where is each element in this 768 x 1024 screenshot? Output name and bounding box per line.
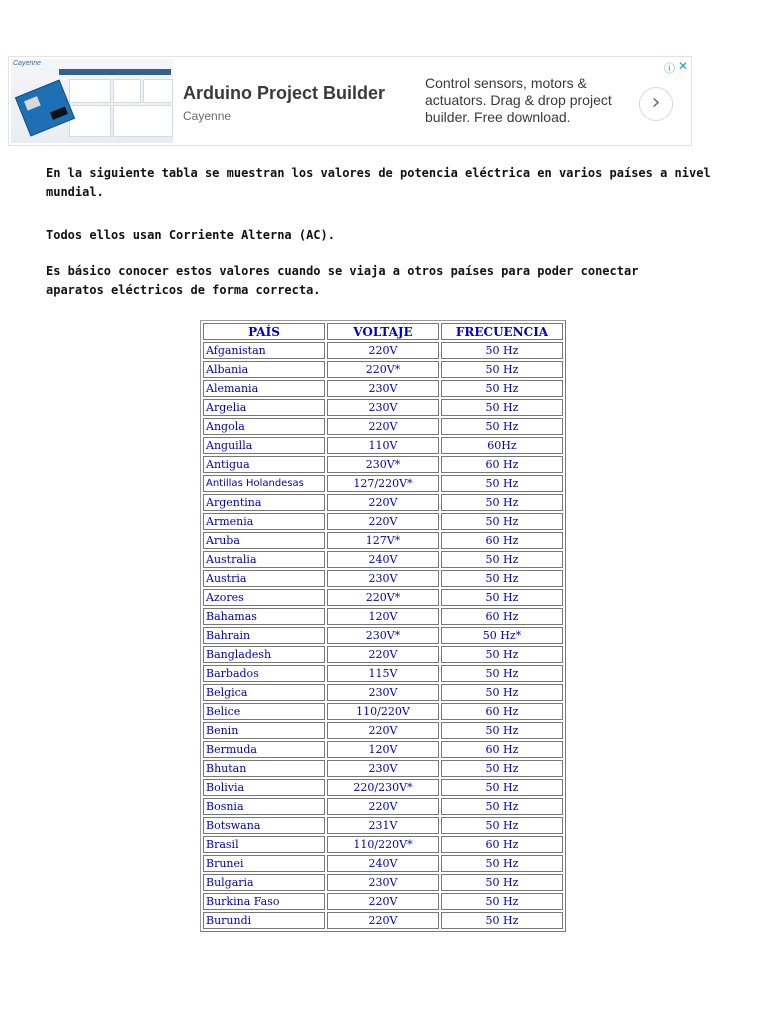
table-row xyxy=(203,494,563,511)
thumbnail-panel xyxy=(113,79,141,103)
voltage-cell: 115V xyxy=(327,665,439,682)
country-cell: Botswana xyxy=(203,817,325,834)
frequency-cell: 50 Hz xyxy=(441,646,563,663)
header-voltage: VOLTAJE xyxy=(327,323,439,340)
voltage-cell: 230V xyxy=(327,399,439,416)
frequency-cell: 50 Hz xyxy=(441,513,563,530)
voltage-cell: 220V xyxy=(327,893,439,910)
voltage-cell: 110/220V* xyxy=(327,836,439,853)
country-cell: Belice xyxy=(203,703,325,720)
frequency-cell: 50 Hz xyxy=(441,380,563,397)
country-cell: Burundi xyxy=(203,912,325,929)
country-cell: Angola xyxy=(203,418,325,435)
table-row xyxy=(203,874,563,891)
country-cell: Argentina xyxy=(203,494,325,511)
frequency-cell: 50 Hz xyxy=(441,494,563,511)
table-row xyxy=(203,361,563,378)
travel-paragraph: Es básico conocer estos valores cuando se viaja a otros países para poder conectar aparatos eléctricos de forma correcta. xyxy=(46,264,639,297)
voltage-cell: 220V* xyxy=(327,589,439,606)
frequency-cell: 60 Hz xyxy=(441,703,563,720)
header-country: PAÍS xyxy=(203,323,325,340)
voltage-cell: 120V xyxy=(327,741,439,758)
frequency-cell: 50 Hz xyxy=(441,399,563,416)
table-row xyxy=(203,703,563,720)
frequency-cell: 50 Hz xyxy=(441,722,563,739)
ad-chevron-right-icon[interactable]: › xyxy=(639,87,673,121)
table-body xyxy=(203,342,563,929)
ad-thumbnail-brand: Cayenne xyxy=(13,60,42,67)
frequency-cell: 50 Hz xyxy=(441,874,563,891)
table-row xyxy=(203,722,563,739)
table-row xyxy=(203,513,563,530)
country-cell: Bosnia xyxy=(203,798,325,815)
table-row xyxy=(203,380,563,397)
voltage-cell: 240V xyxy=(327,855,439,872)
table-row xyxy=(203,418,563,435)
header-frequency: FRECUENCIA xyxy=(441,323,563,340)
table-row xyxy=(203,760,563,777)
thumbnail-dashboard-bar xyxy=(59,69,171,75)
voltage-cell: 220V xyxy=(327,798,439,815)
voltage-cell: 220V xyxy=(327,513,439,530)
frequency-cell: 50 Hz xyxy=(441,551,563,568)
table-row xyxy=(203,342,563,359)
voltage-cell: 220V xyxy=(327,342,439,359)
voltage-cell: 220V xyxy=(327,494,439,511)
ad-thumbnail-image[interactable] xyxy=(11,59,173,143)
voltage-cell: 220V xyxy=(327,646,439,663)
frequency-cell: 50 Hz xyxy=(441,665,563,682)
voltage-cell: 220V xyxy=(327,912,439,929)
voltage-cell: 120V xyxy=(327,608,439,625)
thumbnail-panel xyxy=(143,79,173,103)
frequency-cell: 50 Hz xyxy=(441,798,563,815)
voltage-cell: 230V xyxy=(327,760,439,777)
frequency-cell: 60 Hz xyxy=(441,456,563,473)
voltage-cell: 230V xyxy=(327,684,439,701)
table-row xyxy=(203,456,563,473)
country-cell: Barbados xyxy=(203,665,325,682)
country-cell: Australia xyxy=(203,551,325,568)
voltage-cell: 110/220V xyxy=(327,703,439,720)
table-row xyxy=(203,532,563,549)
table-row xyxy=(203,912,563,929)
country-cell: Bhutan xyxy=(203,760,325,777)
table-row xyxy=(203,437,563,454)
voltage-cell: 220V xyxy=(327,722,439,739)
country-cell: Belgica xyxy=(203,684,325,701)
voltage-cell: 230V xyxy=(327,874,439,891)
frequency-cell: 50 Hz xyxy=(441,760,563,777)
country-cell: Alemania xyxy=(203,380,325,397)
country-cell: Albania xyxy=(203,361,325,378)
table-row xyxy=(203,399,563,416)
country-cell: Brasil xyxy=(203,836,325,853)
country-cell: Bermuda xyxy=(203,741,325,758)
table-row xyxy=(203,684,563,701)
frequency-cell: 50 Hz xyxy=(441,855,563,872)
table-row xyxy=(203,646,563,663)
thumbnail-panel xyxy=(113,105,173,137)
table-row xyxy=(203,475,563,492)
voltage-cell: 230V* xyxy=(327,627,439,644)
country-cell: Benin xyxy=(203,722,325,739)
country-cell: Aruba xyxy=(203,532,325,549)
country-cell: Bangladesh xyxy=(203,646,325,663)
frequency-cell: 60 Hz xyxy=(441,532,563,549)
country-cell: Azores xyxy=(203,589,325,606)
frequency-cell: 50 Hz xyxy=(441,418,563,435)
voltage-cell: 230V xyxy=(327,570,439,587)
frequency-cell: 50 Hz xyxy=(441,684,563,701)
table-row xyxy=(203,836,563,853)
frequency-cell: 50 Hz* xyxy=(441,627,563,644)
table-row xyxy=(203,855,563,872)
country-cell: Burkina Faso xyxy=(203,893,325,910)
frequency-cell: 50 Hz xyxy=(441,893,563,910)
frequency-cell: 60 Hz xyxy=(441,836,563,853)
country-cell: Argelia xyxy=(203,399,325,416)
frequency-cell: 50 Hz xyxy=(441,589,563,606)
country-cell: Bolivia xyxy=(203,779,325,796)
country-cell: Bahrain xyxy=(203,627,325,644)
voltage-cell: 220/230V* xyxy=(327,779,439,796)
country-cell: Bulgaria xyxy=(203,874,325,891)
table-row xyxy=(203,798,563,815)
country-cell: Afganistan xyxy=(203,342,325,359)
voltage-cell: 231V xyxy=(327,817,439,834)
table-row xyxy=(203,627,563,644)
country-cell: Antigua xyxy=(203,456,325,473)
frequency-cell: 50 Hz xyxy=(441,475,563,492)
country-cell: Austria xyxy=(203,570,325,587)
ad-banner[interactable] xyxy=(8,56,692,146)
voltage-cell: 220V* xyxy=(327,361,439,378)
table-row xyxy=(203,665,563,682)
voltage-cell: 230V xyxy=(327,380,439,397)
voltage-cell: 240V xyxy=(327,551,439,568)
voltage-cell: 127V* xyxy=(327,532,439,549)
ac-paragraph: Todos ellos usan Corriente Alterna (AC). xyxy=(46,228,335,242)
table-row xyxy=(203,589,563,606)
table-header-row xyxy=(203,323,563,340)
voltage-cell: 127/220V* xyxy=(327,475,439,492)
table-row xyxy=(203,779,563,796)
frequency-cell: 50 Hz xyxy=(441,570,563,587)
table-row xyxy=(203,551,563,568)
country-cell: Armenia xyxy=(203,513,325,530)
country-cell: Bahamas xyxy=(203,608,325,625)
thumbnail-panel xyxy=(69,79,111,103)
frequency-cell: 50 Hz xyxy=(441,817,563,834)
ad-description[interactable]: Control sensors, motors & actuators. Drag & drop project builder. Free download. xyxy=(425,75,612,125)
table-row xyxy=(203,893,563,910)
frequency-cell: 50 Hz xyxy=(441,912,563,929)
arduino-board-icon xyxy=(15,80,75,137)
frequency-cell: 50 Hz xyxy=(441,361,563,378)
frequency-cell: 60 Hz xyxy=(441,741,563,758)
voltage-cell: 220V xyxy=(327,418,439,435)
voltage-cell: 230V* xyxy=(327,456,439,473)
ad-brand[interactable]: Cayenne xyxy=(183,109,232,123)
voltage-cell: 110V xyxy=(327,437,439,454)
table-row xyxy=(203,741,563,758)
frequency-cell: 60 Hz xyxy=(441,608,563,625)
frequency-cell: 60Hz xyxy=(441,437,563,454)
ad-close-icon[interactable]: ✕ xyxy=(677,59,688,73)
table-row xyxy=(203,570,563,587)
country-cell: Antillas Holandesas xyxy=(203,475,325,492)
ad-title[interactable]: Arduino Project Builder xyxy=(183,83,386,103)
table-row xyxy=(203,817,563,834)
frequency-cell: 50 Hz xyxy=(441,779,563,796)
country-cell: Brunei xyxy=(203,855,325,872)
intro-paragraph: En la siguiente tabla se muestran los valores de potencia eléctrica en varios países a nivel mundial. xyxy=(46,166,711,199)
voltage-frequency-table xyxy=(200,320,566,932)
thumbnail-panel xyxy=(69,105,111,137)
table-row xyxy=(203,608,563,625)
country-cell: Anguilla xyxy=(203,437,325,454)
frequency-cell: 50 Hz xyxy=(441,342,563,359)
ad-info-icon[interactable]: ⓘ xyxy=(664,62,675,75)
